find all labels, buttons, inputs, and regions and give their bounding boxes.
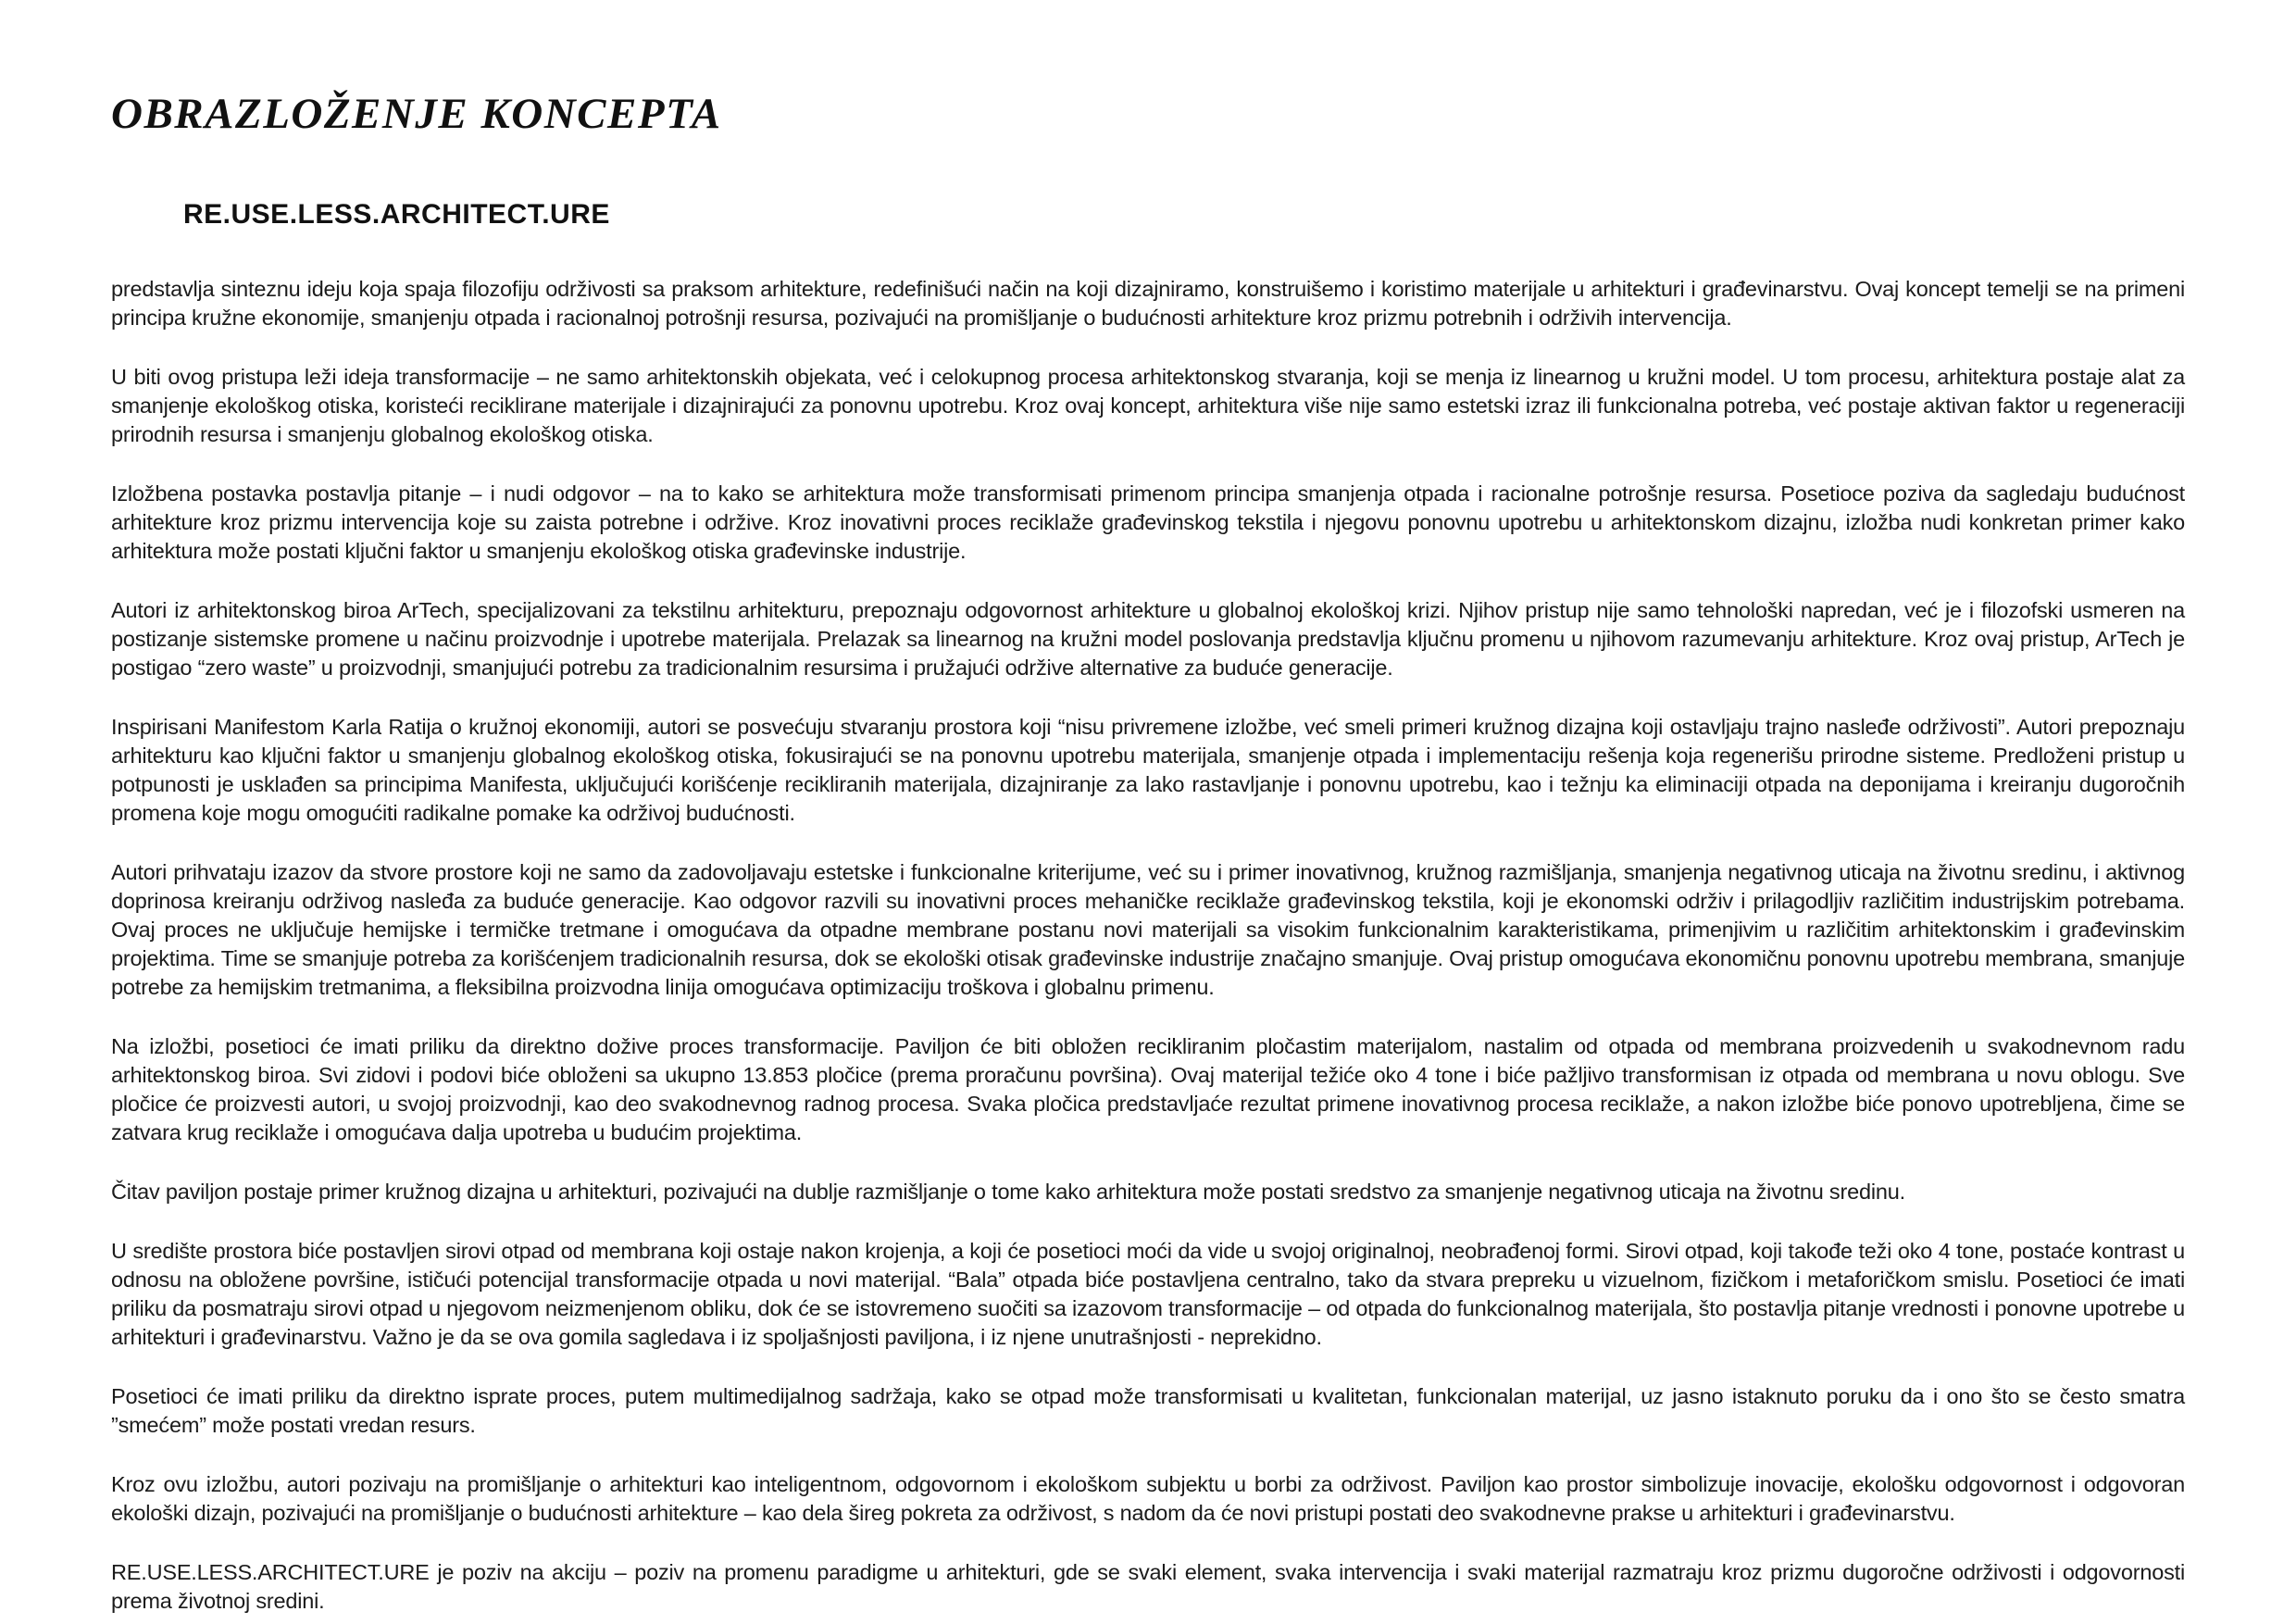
- paragraph: Posetioci će imati priliku da direktno isprate proces, putem multimedijalnog sadržaja, kako se otpad može transformisati u kvalitetan, funkcionalan materijal, uz jasno istaknuto poruku da i ono što se često smatra ”smećem” može postati vredan resurs.: [111, 1384, 2185, 1437]
- paragraph: RE.USE.LESS.ARCHITECT.URE je poziv na akciju – poziv na promenu paradigme u arhitekturi, gde se svaki element, svaka intervencija i svaki materijal razmatraju kroz prizmu dugoročne održivosti i odgovornosti prema životnoj sredini.: [111, 1560, 2185, 1613]
- paragraph: Na izložbi, posetioci će imati priliku da direktno dožive proces transformacije. Paviljon će biti obložen recikliranim pločastim materijalom, nastalim od otpada od membrana proizvedenih u svakodnevnom radu arhitektonskog biroa. Svi zidovi i podovi biće obloženi sa ukupno 13.853 pločice (prema proračunu površina). Ovaj materijal težiće oko 4 tone i biće pažljivo transformisan iz otpada od membrana u novu oblogu. Sve pločice će proizvesti autori, u svojoj proizvodnji, kao deo svakodnevnog radnog procesa. Svaka pločica predstavljaće rezultat primene inovativnog procesa reciklaže, a nakon izložbe biće ponovo upotrebljena, čime se zatvara krug reciklaže i omogućava dalja upotreba u budućim projektima.: [111, 1034, 2185, 1144]
- paragraph: Kroz ovu izložbu, autori pozivaju na promišljanje o arhitekturi kao inteligentnom, odgovornom i ekološkom subjektu u borbi za održivost. Paviljon kao prostor simbolizuje inovacije, ekološku odgovornost i odgovoran ekološki dizajn, pozivajući na promišljanje o budućnosti arhitekture – kao dela šireg pokreta za održivost, s nadom da će novi pristupi postati deo svakodnevne prakse u arhitekturi i građevinarstvu.: [111, 1472, 2185, 1525]
- paragraph: Autori iz arhitektonskog biroa ArTech, specijalizovani za tekstilnu arhitekturu, prepoznaju odgovornost arhitekture u globalnoj ekološkoj krizi. Njihov pristup nije samo tehnološki napredan, već je i filozofski usmeren na postizanje sistemske promene u načinu proizvodnje i upotrebe materijala. Prelazak sa linearnog na kružni model poslovanja predstavlja ključnu promenu u njihovom razumevanju arhitekture. Kroz ovaj pristup, ArTech je postigao “zero waste” u proizvodnji, smanjujući potrebu za tradicionalnim resursima i pružajući održive alternative za buduće generacije.: [111, 598, 2185, 680]
- paragraph: Izložbena postavka postavlja pitanje – i nudi odgovor – na to kako se arhitektura može transformisati primenom principa smanjenja otpada i racionalne potrošnje resursa. Posetioce poziva da sagledaju budućnost arhitekture kroz prizmu intervencija koje su zaista potrebne i održive. Kroz inovativni proces reciklaže građevinskog tekstila i njegovu ponovnu upotrebu u arhitektonskom dizajnu, izložba nudi konkretan primer kako arhitektura može postati ključni faktor u smanjenju ekološkog otiska građevinske industrije.: [111, 481, 2185, 563]
- paragraph: predstavlja sinteznu ideju koja spaja filozofiju održivosti sa praksom arhitekture, redefinišući način na koji dizajniramo, konstruišemo i koristimo materijale u arhitekturi i građevinarstvu. Ovaj koncept temelji se na primeni principa kružne ekonomije, smanjenju otpada i racionalnoj potrošnji resursa, pozivajući na promišljanje o budućnosti arhitekture kroz prizmu potrebnih i održivih intervencija.: [111, 277, 2185, 330]
- paragraph: Čitav paviljon postaje primer kružnog dizajna u arhitekturi, pozivajući na dublje razmišljanje o tome kako arhitektura može postati sredstvo za smanjenje negativnog uticaja na životnu sredinu.: [111, 1180, 1905, 1204]
- paragraph: U središte prostora biće postavljen sirovi otpad od membrana koji ostaje nakon krojenja, a koji će posetioci moći da vide u svojoj originalnoj, neobrađenoj formi. Sirovi otpad, koji takođe teži oko 4 tone, postaće kontrast u odnosu na obložene površine, ističući potencijal transformacije otpada u novi materijal. “Bala” otpada biće postavljena centralno, tako da stvara prepreku u vizuelnom, fizičkom i metaforičkom smislu. Posetioci će imati priliku da posmatraju sirovi otpad u njegovom neizmenjenom obliku, dok će se istovremeno suočiti sa izazovom transformacije – od otpada do funkcionalnog materijala, što postavlja pitanje vrednosti i ponovne upotrebe u arhitekturi i građevinarstvu. Važno je da se ova gomila sagledava i iz spoljašnjosti paviljona, i iz njene unutrašnjosti - neprekidno.: [111, 1239, 2185, 1349]
- body-text: [111, 275, 2185, 1616]
- paragraph: Inspirisani Manifestom Karla Ratija o kružnoj ekonomiji, autori se posvećuju stvaranju prostora koji “nisu privremene izložbe, već smeli primeri kružnog dizajna koji ostavljaju trajno nasleđe održivosti”. Autori prepoznaju arhitekturu kao ključni faktor u smanjenju globalnog ekološkog otiska, fokusirajući se na ponovnu upotrebu materijala, smanjenje otpada i implementaciju rešenja koja regenerišu prirodne sisteme. Predloženi pristup u potpunosti je usklađen sa principima Manifesta, uključujući korišćenje recikliranih materijala, dizajniranje za lako rastavljanje i ponovnu upotrebu, kao i težnju ka eliminaciji otpada na deponijama i kreiranju dugoročnih promena koje mogu omogućiti radikalne pomake ka održivoj budućnosti.: [111, 715, 2185, 825]
- paragraph: U biti ovog pristupa leži ideja transformacije – ne samo arhitektonskih objekata, već i celokupnog procesa arhitektonskog stvaranja, koji se menja iz linearnog u kružni model. U tom procesu, arhitektura postaje alat za smanjenje ekološkog otiska, koristeći reciklirane materijale i dizajnirajući za ponovnu upotrebu. Kroz ovaj koncept, arhitektura više nije samo estetski izraz ili funkcionalna potreba, već postaje aktivan faktor u regeneraciji prirodnih resursa i smanjenju globalnog ekološkog otiska.: [111, 365, 2185, 446]
- paragraph: Autori prihvataju izazov da stvore prostore koji ne samo da zadovoljavaju estetske i funkcionalne kriterijume, već su i primer inovativnog, kružnog razmišljanja, smanjenja negativnog uticaja na životnu sredinu, i aktivnog doprinosa kreiranju održivog nasleđa za buduće generacije. Kao odgovor razvili su inovativni proces mehaničke reciklaže građevinskog tekstila, koji je ekonomski održiv i prilagodljiv različitim industrijskim potrebama. Ovaj proces ne uključuje hemijske i termičke tretmane i omogućava da otpadne membrane postanu novi materijali sa visokim funkcionalnim karakteristikama, primenjivim u različitim arhitektonskim i građevinskim projektima. Time se smanjuje potreba za korišćenjem tradicionalnih resursa, dok se ekološki otisak građevinske industrije značajno smanjuje. Ovaj pristup omogućava ekonomičnu ponovnu upotrebu membrana, smanjuje potrebe za hemijskim tretmanima, a fleksibilna proizvodna linija omogućava optimizaciju troškova i globalnu primenu.: [111, 860, 2185, 999]
- page-title: OBRAZLOŽENJE KONCEPTA: [111, 90, 722, 138]
- concept-name-subtitle: RE.USE.LESS.ARCHITECT.URE: [183, 199, 610, 230]
